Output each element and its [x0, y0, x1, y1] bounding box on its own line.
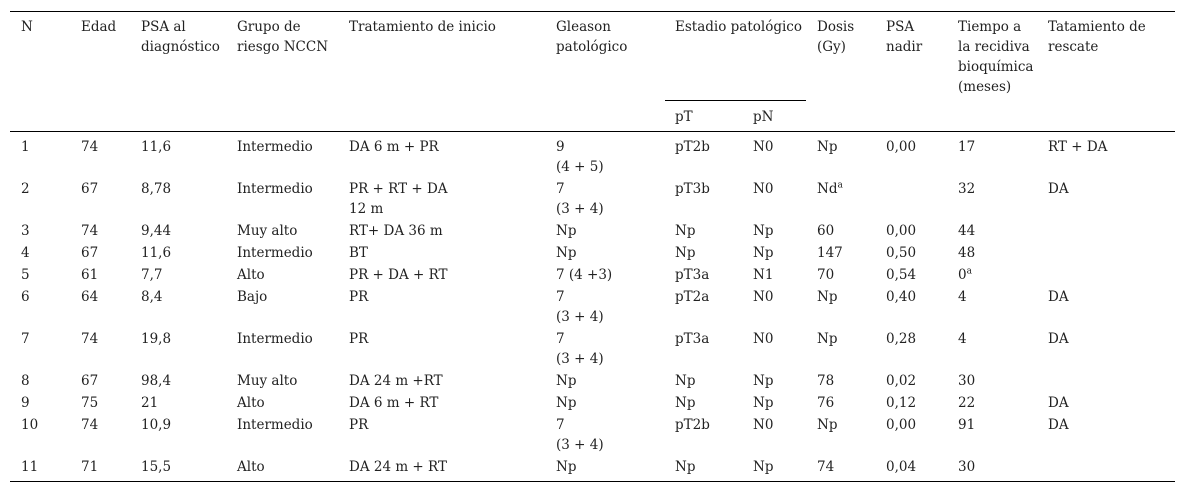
table-cell: Np [556, 245, 577, 261]
table-cell: 74 [81, 417, 99, 433]
column-header: Dosis (Gy) [817, 19, 855, 55]
table-cell: RT + DA [1048, 139, 1108, 155]
table-cell: DA 24 m +RT [349, 373, 443, 389]
table-cell: Alto [237, 459, 265, 475]
table-cell: 0,02 [886, 373, 917, 389]
table-cell: Np [817, 331, 838, 347]
table-cell: Np [817, 289, 838, 305]
table-cell: 61 [81, 267, 99, 283]
table-cell: 74 [817, 459, 835, 475]
table-cell: 0,00 [886, 139, 917, 155]
table-cell: N0 [753, 181, 774, 197]
subcolumn-header-pn: pN [753, 109, 774, 125]
table-cell: 32 [958, 181, 976, 197]
table-cell: 19,8 [141, 331, 172, 347]
table-cell: Np [675, 373, 696, 389]
table-cell: Intermedio [237, 417, 313, 433]
column-header: Grupo de riesgo NCCN [237, 19, 329, 55]
column-header: PSA al diagnóstico [141, 19, 220, 55]
table-cell: Intermedio [237, 139, 313, 155]
table-cell: 9 [21, 395, 30, 411]
table-cell: 7 (3 + 4) [556, 417, 604, 453]
table-cell: Np [675, 245, 696, 261]
table-cell: BT [349, 245, 368, 261]
table-cell: Nd$^a$ [817, 180, 843, 197]
table-cell: 22 [958, 395, 976, 411]
table-cell: 147 [817, 245, 843, 261]
table-cell: 4 [958, 289, 967, 305]
table-cell: PR [349, 331, 369, 347]
table-cell: Np [556, 223, 577, 239]
table-cell: pT2b [675, 139, 710, 155]
table-cell: 0,00 [886, 417, 917, 433]
table-cell: 44 [958, 223, 976, 239]
table-cell: RT+ DA 36 m [349, 223, 443, 239]
table-cell: Np [675, 223, 696, 239]
table-cell: N1 [753, 267, 774, 283]
table-cell: PR [349, 289, 369, 305]
table-cell: 0,28 [886, 331, 917, 347]
table-cell: 8,4 [141, 289, 163, 305]
table-cell: Np [817, 139, 838, 155]
table-cell: 0,04 [886, 459, 917, 475]
table-cell: Np [556, 459, 577, 475]
table-cell: 78 [817, 373, 835, 389]
table-cell: 17 [958, 139, 976, 155]
table-cell: 67 [81, 373, 99, 389]
table-cell: 1 [21, 139, 30, 155]
table-cell: 8,78 [141, 181, 172, 197]
table-cell: 7 (3 + 4) [556, 289, 604, 325]
table-cell: 3 [21, 223, 30, 239]
table-cell: 30 [958, 459, 976, 475]
table-cell: pT3a [675, 331, 710, 347]
table-cell: Np [753, 373, 774, 389]
table-cell: 70 [817, 267, 835, 283]
table-cell: 71 [81, 459, 99, 475]
table-cell: Intermedio [237, 181, 313, 197]
table-cell: 4 [21, 245, 30, 261]
column-header: Estadio patológico [675, 19, 802, 35]
table-cell: 15,5 [141, 459, 172, 475]
table-cell: 8 [21, 373, 30, 389]
table-cell: Bajo [237, 289, 268, 305]
table-cell: Np [675, 395, 696, 411]
table-cell: 10,9 [141, 417, 172, 433]
table-cell: 7 (3 + 4) [556, 331, 604, 367]
table-cell: 74 [81, 331, 99, 347]
table-cell: Np [753, 395, 774, 411]
table-cell: 98,4 [141, 373, 172, 389]
table-cell: 11,6 [141, 139, 172, 155]
table-cell: PR + DA + RT [349, 267, 448, 283]
table-cell: Np [753, 459, 774, 475]
table-cell: 0$^a$ [958, 266, 972, 283]
column-header: Gleason patológico [556, 19, 628, 55]
table-bottom-rule [10, 481, 1175, 482]
table-cell: DA 24 m + RT [349, 459, 447, 475]
table-cell: DA [1048, 289, 1069, 305]
table-cell: 7 (3 + 4) [556, 181, 604, 217]
table-cell: Muy alto [237, 223, 298, 239]
table-cell: 74 [81, 139, 99, 155]
table-cell: Np [817, 417, 838, 433]
table-cell: 7 (4 +3) [556, 267, 613, 283]
table-cell: N0 [753, 289, 774, 305]
table-cell: 74 [81, 223, 99, 239]
table-cell: DA [1048, 331, 1069, 347]
table-cell: pT2a [675, 289, 710, 305]
table-cell: 60 [817, 223, 835, 239]
table-cell: N0 [753, 417, 774, 433]
table-cell: 67 [81, 245, 99, 261]
table-cell: 0,54 [886, 267, 917, 283]
table-cell: DA 6 m + PR [349, 139, 439, 155]
table-cell: 6 [21, 289, 30, 305]
table-cell: Muy alto [237, 373, 298, 389]
table-cell: DA [1048, 395, 1069, 411]
table-cell: 0,12 [886, 395, 917, 411]
table-cell: 9 (4 + 5) [556, 139, 604, 175]
table-cell: 7 [21, 331, 30, 347]
table-cell: 7,7 [141, 267, 163, 283]
column-header: Tiempo a la recidiva bioquímica (meses) [958, 19, 1034, 95]
table-cell: 2 [21, 181, 30, 197]
column-header: N [21, 19, 33, 35]
subcolumn-header-pt: pT [675, 109, 693, 125]
table-cell: Intermedio [237, 331, 313, 347]
table-cell: pT3a [675, 267, 710, 283]
table-cell: Np [675, 459, 696, 475]
table-cell: Alto [237, 395, 265, 411]
table-cell: Np [556, 373, 577, 389]
table-cell: Np [753, 223, 774, 239]
table-cell: 11 [21, 459, 39, 475]
table-cell: 91 [958, 417, 976, 433]
table-cell: PR [349, 417, 369, 433]
table-cell: 0,00 [886, 223, 917, 239]
table-cell: 0,50 [886, 245, 917, 261]
table-cell: PR + RT + DA 12 m [349, 181, 448, 217]
column-header: Edad [81, 19, 117, 35]
table-cell: N0 [753, 331, 774, 347]
table-cell: 0,40 [886, 289, 917, 305]
table-cell: 48 [958, 245, 976, 261]
column-header: Tratamiento de inicio [349, 19, 496, 35]
table-cell: DA [1048, 181, 1069, 197]
table-cell: Intermedio [237, 245, 313, 261]
stage-group-rule [665, 100, 806, 101]
table-cell: 75 [81, 395, 99, 411]
column-header: Tatamiento de rescate [1048, 19, 1146, 55]
header-bottom-rule [10, 131, 1175, 132]
table-cell: pT3b [675, 181, 710, 197]
table-top-rule [10, 11, 1175, 12]
table-cell: DA 6 m + RT [349, 395, 439, 411]
table-cell: 21 [141, 395, 159, 411]
table-cell: 9,44 [141, 223, 172, 239]
footnote-marker: a [966, 266, 972, 277]
table-cell: 4 [958, 331, 967, 347]
table-cell: Np [556, 395, 577, 411]
table-cell: Np [753, 245, 774, 261]
table-cell: Alto [237, 267, 265, 283]
table-cell: DA [1048, 417, 1069, 433]
table-cell: N0 [753, 139, 774, 155]
table-cell: 30 [958, 373, 976, 389]
table-cell: 5 [21, 267, 30, 283]
table-cell: 76 [817, 395, 835, 411]
table-cell: 64 [81, 289, 99, 305]
footnote-marker: a [837, 180, 843, 191]
table-cell: 67 [81, 181, 99, 197]
table-cell: 11,6 [141, 245, 172, 261]
column-header: PSA nadir [886, 19, 923, 55]
table-cell: pT2b [675, 417, 710, 433]
table-cell: 10 [21, 417, 39, 433]
